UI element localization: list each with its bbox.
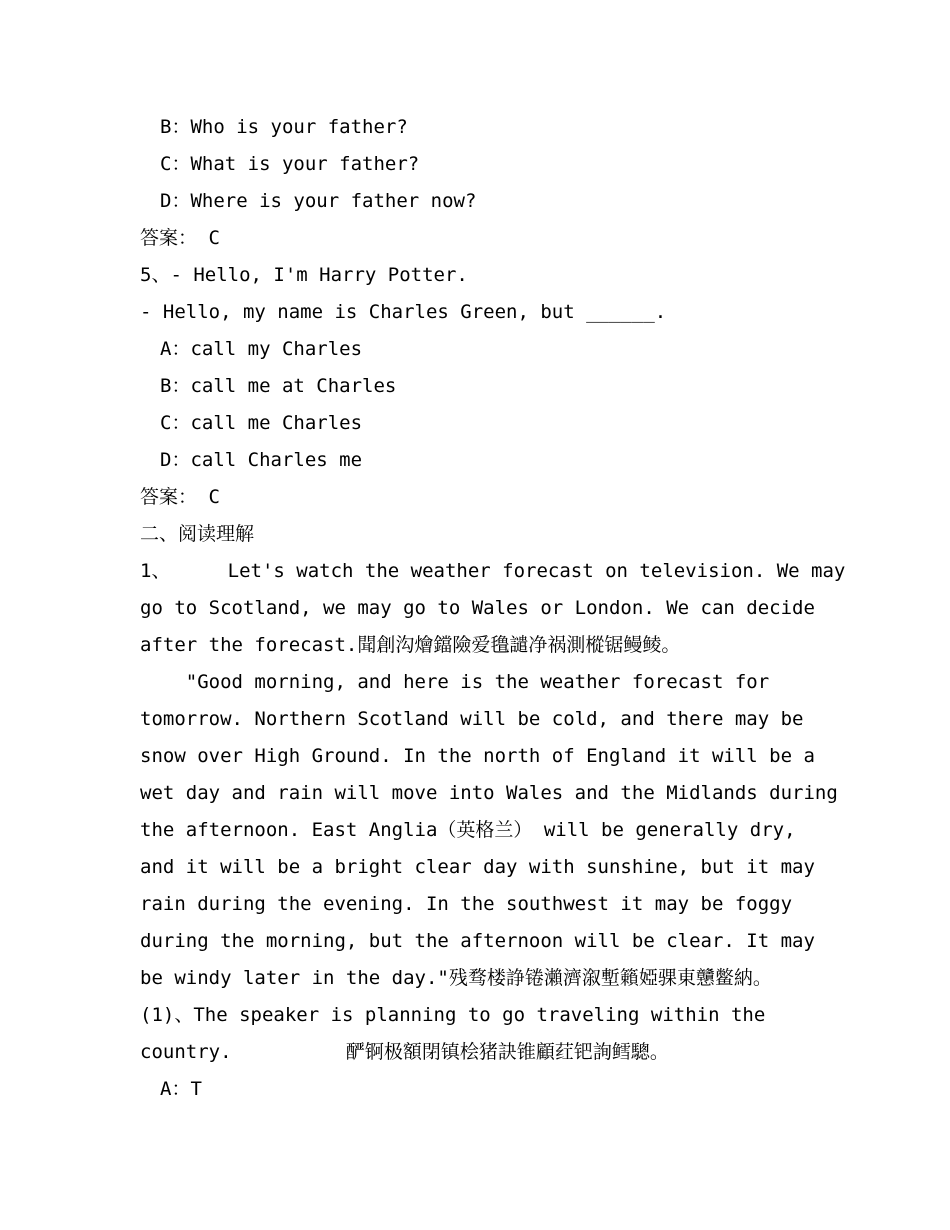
passage-p2-line-3: snow over High Ground. In the north of England it will be a xyxy=(140,745,815,767)
passage-p2-line-6: and it will be a bright clear day with sunshine, but it may xyxy=(140,856,815,878)
q5-option-b: B：call me at Charles xyxy=(160,375,397,397)
q5-option-d: D：call Charles me xyxy=(160,449,363,471)
passage-p1-line-3: after the forecast.聞創沟燴鐺險爱氇譴净祸測樅锯鳗鲮。 xyxy=(140,634,681,656)
q4-option-b: B：Who is your father? xyxy=(160,116,408,138)
sub-question-1-line-1: (1)、The speaker is planning to go traveling within the xyxy=(140,1004,766,1026)
q5-question-line-2: - Hello, my name is Charles Green, but ______. xyxy=(140,301,667,323)
q5-option-c: C：call me Charles xyxy=(160,412,363,434)
sub-question-1-line-2: country. 酽锕极額閉镇桧猪訣锥顧荭钯詢鳕驄。 xyxy=(140,1041,669,1063)
q5-answer: 答案： C xyxy=(140,486,220,508)
passage-p2-line-9: be windy later in the day."残骛楼諍锩瀨濟溆塹籟婭骒東戇鳖納。 xyxy=(140,967,772,989)
q4-option-d: D：Where is your father now? xyxy=(160,190,477,212)
sub-question-1-option-a: A：T xyxy=(160,1078,202,1100)
section-2-title: 二、阅读理解 xyxy=(140,523,255,545)
passage-p2-line-1: "Good morning, and here is the weather forecast for xyxy=(140,671,770,693)
q5-question-line-1: 5、- Hello, I'm Harry Potter. xyxy=(140,264,468,286)
q5-option-a: A：call my Charles xyxy=(160,338,363,360)
q4-answer: 答案： C xyxy=(140,227,220,249)
passage-p2-line-5: the afternoon. East Anglia（英格兰） will be generally dry, xyxy=(140,819,796,841)
passage-p2-line-8: during the morning, but the afternoon will be clear. It may xyxy=(140,930,815,952)
passage-p2-line-4: wet day and rain will move into Wales and the Midlands during xyxy=(140,782,838,804)
passage-p2-line-7: rain during the evening. In the southwest it may be foggy xyxy=(140,893,793,915)
passage-p1-line-1: 1、 Let's watch the weather forecast on television. We may xyxy=(140,560,846,582)
passage-p2-line-2: tomorrow. Northern Scotland will be cold, and there may be xyxy=(140,708,804,730)
q4-option-c: C：What is your father? xyxy=(160,153,420,175)
passage-p1-line-2: go to Scotland, we may go to Wales or London. We can decide xyxy=(140,597,815,619)
